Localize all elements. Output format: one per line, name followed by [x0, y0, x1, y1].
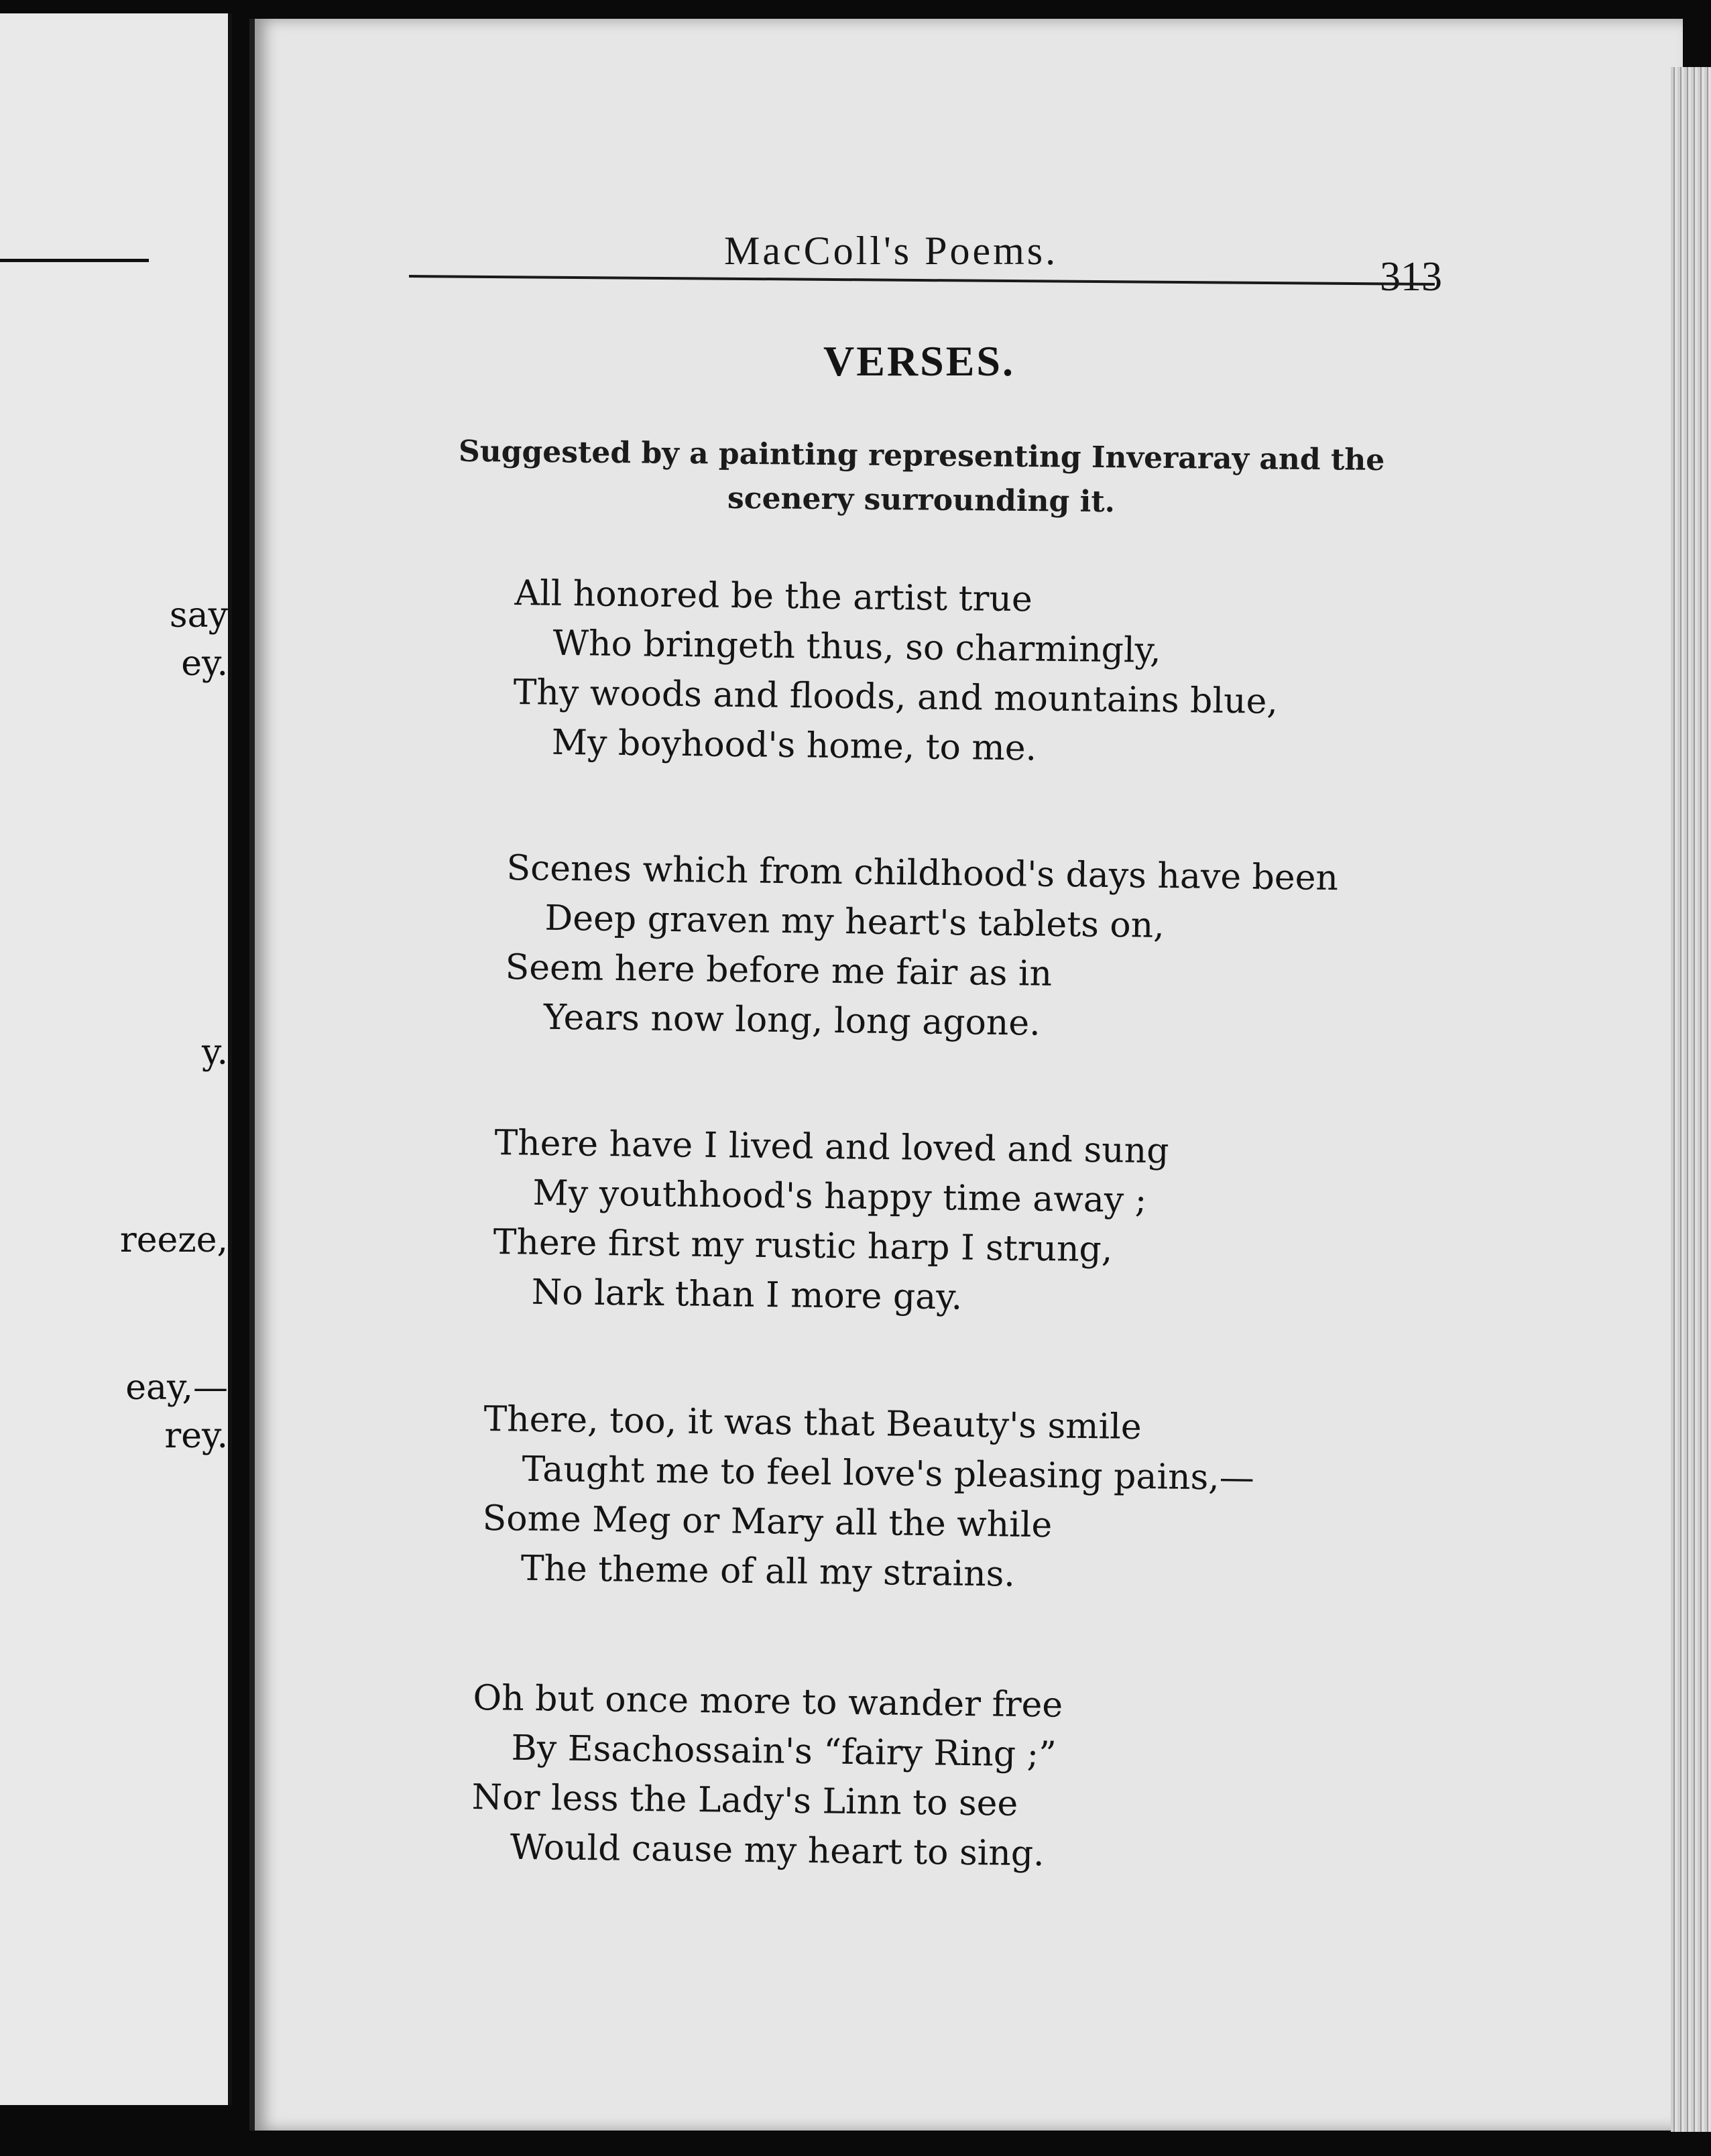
- poem-line: Nor less the Lady's Linn to see: [471, 1777, 1018, 1824]
- stanza-1: [512, 568, 1279, 776]
- poem-title: VERSES.: [823, 337, 1015, 385]
- stanza-5: [471, 1673, 1063, 1879]
- page-number: 313: [1380, 254, 1442, 300]
- facing-page-rule: [0, 259, 149, 262]
- facing-page-fragment: ey.: [181, 644, 228, 684]
- poem-line: All honored be the artist true: [514, 573, 1033, 620]
- poem-line: Scenes which from childhood's days have been: [506, 847, 1339, 899]
- poem-line: My youthhood's happy time away ;: [532, 1173, 1147, 1221]
- poem-line: The theme of all my strains.: [520, 1548, 1016, 1595]
- facing-page-fragment: y.: [202, 1032, 228, 1073]
- stanza-4: [481, 1394, 1255, 1602]
- poem-line: Oh but once more to wander free: [473, 1677, 1063, 1726]
- poem-line: There, too, it was that Beauty's smile: [483, 1398, 1142, 1447]
- poem-line: Thy woods and floods, and mountains blue,: [513, 672, 1279, 722]
- poem-line: Years now long, long agone.: [543, 997, 1041, 1044]
- poem-line: Who bringeth thus, so charmingly,: [552, 623, 1161, 671]
- facing-page-fragment: eay,—: [125, 1368, 228, 1408]
- page-edge: [1671, 67, 1711, 2132]
- poem-line: Seem here before me fair as in: [505, 947, 1053, 994]
- poem-line: No lark than I more gay.: [531, 1272, 963, 1318]
- stanza-3: [492, 1118, 1169, 1325]
- stanza-2: [504, 843, 1338, 1052]
- facing-page-fragment: say: [169, 595, 228, 636]
- poem-line: There have I lived and loved and sung: [494, 1122, 1169, 1172]
- poem-line: By Esachossain's “fairy Ring ;”: [511, 1728, 1057, 1775]
- poem-line: Taught me to feel love's pleasing pains,—: [522, 1449, 1255, 1499]
- facing-page: [0, 13, 232, 2105]
- poem-line: There first my rustic harp I strung,: [493, 1221, 1113, 1270]
- facing-page-fragment: reeze,: [119, 1220, 228, 1260]
- facing-page-fragment: rey.: [164, 1416, 228, 1456]
- poem-line: Would cause my heart to sing.: [510, 1827, 1045, 1874]
- running-head: MacColl's Poems.: [724, 229, 1059, 273]
- poem-line: Deep graven my heart's tablets on,: [544, 898, 1165, 946]
- poem-line: My boyhood's home, to me.: [551, 722, 1037, 769]
- poem-subtitle: Suggested by a painting representing Inveraray and the scenery surrounding it.: [458, 434, 1385, 520]
- poem-line: Some Meg or Mary all the while: [482, 1498, 1053, 1546]
